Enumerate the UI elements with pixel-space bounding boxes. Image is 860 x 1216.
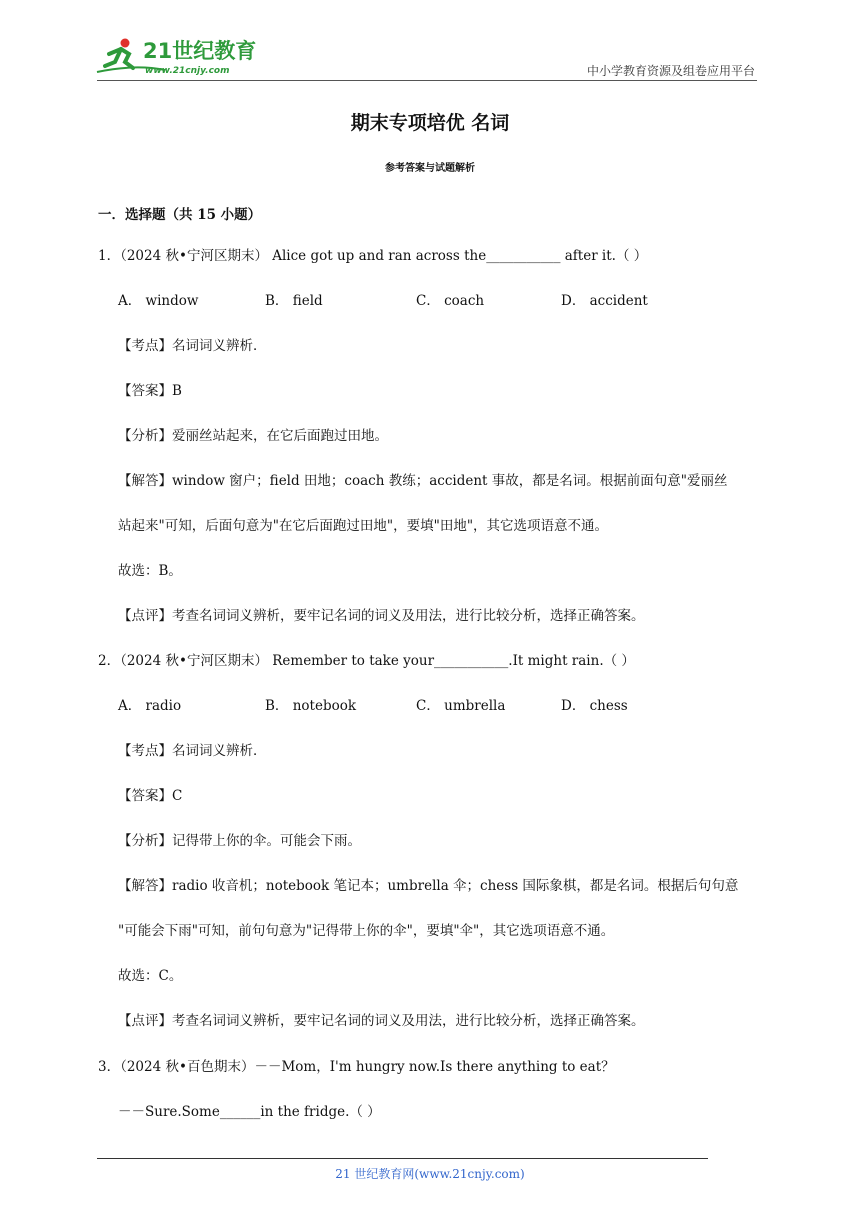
header-divider [97,80,757,81]
svg-text:www.21cnjy.com: www.21cnjy.com [145,66,230,76]
site-logo [95,36,265,78]
q2-option-c: C． umbrella [416,698,506,714]
q1-option-a: A． window [118,293,199,309]
footer-divider [97,1158,708,1159]
q1-comment: 【点评】考查名词词义辨析，要牢记名词的词义及用法，进行比较分析，选择正确答案。 [118,608,645,624]
q2-option-d: D． chess [561,698,628,714]
question-1-stem: 1．（2024 秋•宁河区期末） Alice got up and ran across the___________ after it.（ ） [98,248,648,264]
svg-text:21世纪教育: 21世纪教育 [143,39,257,63]
question-2-stem: 2．（2024 秋•宁河区期末） Remember to take your___________.It might rain.（ ） [98,653,635,669]
q1-kaodian: 【考点】名词词义辨析． [118,338,267,354]
platform-name: 中小学教育资源及组卷应用平台 [586,64,755,78]
q1-choice: 故选：B。 [118,563,182,579]
q1-option-b: B． field [265,293,323,309]
q2-analysis: 【分析】记得带上你的伞。可能会下雨。 [118,833,361,849]
q1-answer: 【答案】B [118,383,182,399]
section-heading: 一．选择题（共 15 小题） [98,207,262,223]
q2-kaodian: 【考点】名词词义辨析． [118,743,267,759]
q1-solution-line2: 站起来"可知，后面句意为"在它后面跑过田地"，要填"田地"，其它选项语意不通。 [118,518,609,534]
q2-answer: 【答案】C [118,788,183,804]
q2-option-b: B． notebook [265,698,357,714]
q2-choice: 故选：C。 [118,968,183,984]
question-3-stem: 3．（2024 秋•百色期末）－－Mom，I'm hungry now.Is there anything to eat？ [98,1059,615,1075]
page-subtitle: 参考答案与试题解析 [385,163,475,174]
q1-option-c: C． coach [416,293,485,309]
q2-solution-line2: "可能会下雨"可知，前句句意为"记得带上你的伞"，要填"伞"，其它选项语意不通。 [118,923,615,939]
q1-solution-line1: 【解答】window 窗户；field 田地；coach 教练；accident 事故，都是名词。根据前面句意"爱丽丝 [118,473,728,489]
footer-site-link[interactable]: 21 世纪教育网(www.21cnjy.com) [335,1167,525,1181]
q1-option-d: D． accident [561,293,648,309]
q2-option-a: A． radio [118,698,182,714]
question-3-line2: －－Sure.Some______in the fridge.（ ） [118,1104,381,1120]
q2-comment: 【点评】考查名词词义辨析，要牢记名词的词义及用法，进行比较分析，选择正确答案。 [118,1013,645,1029]
q2-solution-line1: 【解答】radio 收音机；notebook 笔记本；umbrella 伞；chess 国际象棋，都是名词。根据后句句意 [118,878,739,894]
q1-analysis: 【分析】爱丽丝站起来，在它后面跑过田地。 [118,428,388,444]
page-title: 期末专项培优 名词 [350,112,510,134]
